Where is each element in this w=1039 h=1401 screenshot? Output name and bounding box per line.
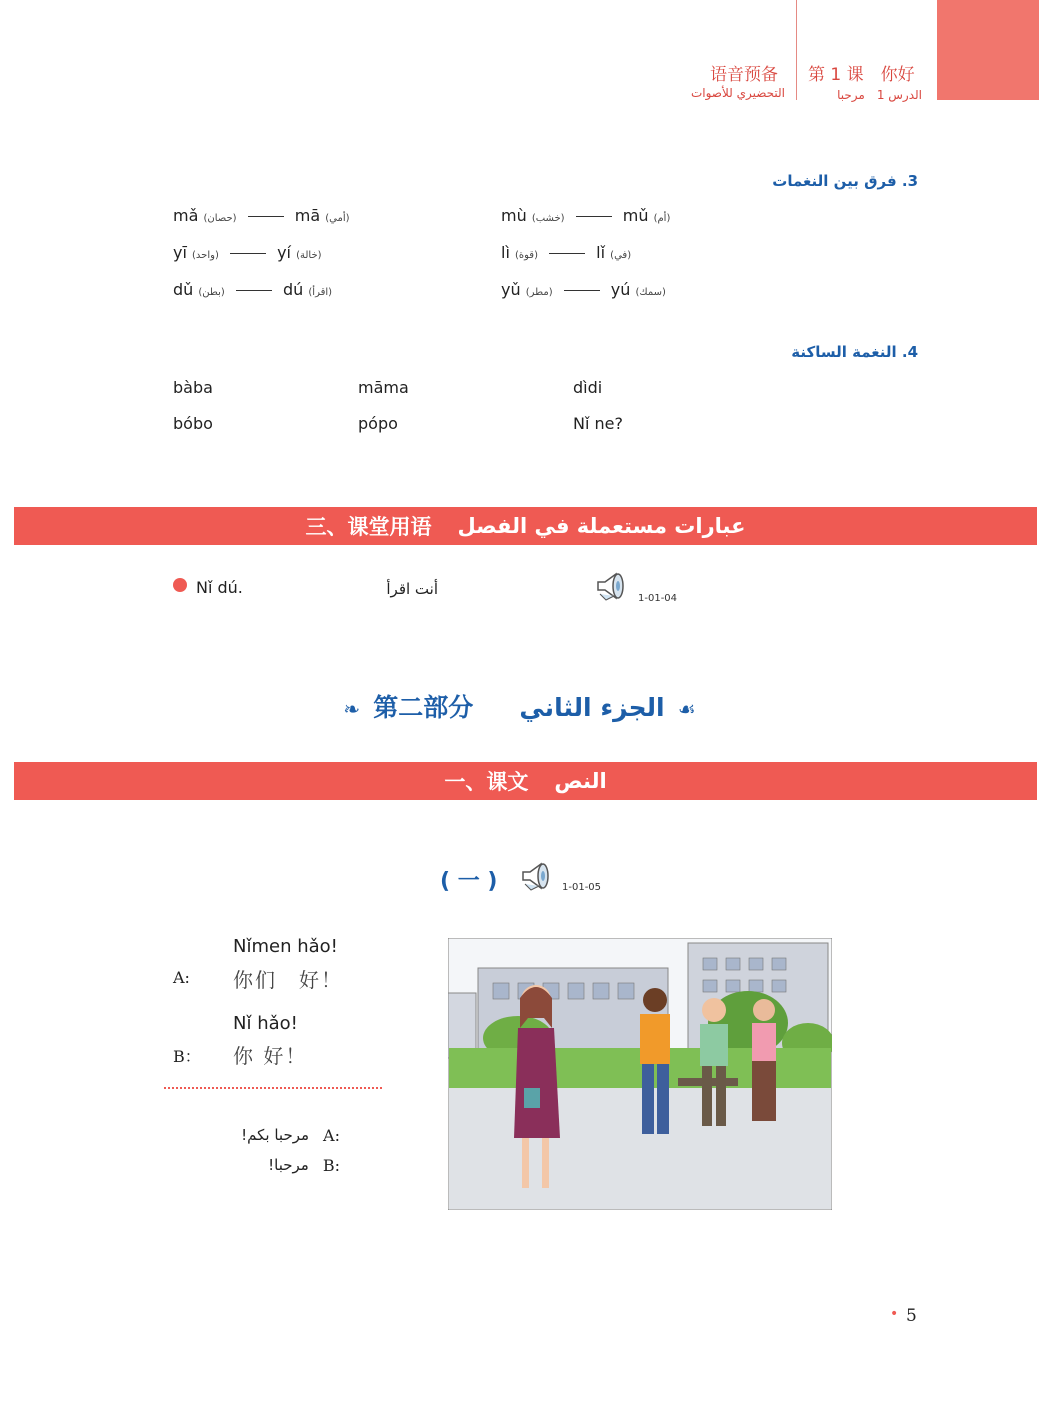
tone-word: lì [501,243,510,262]
translation-line [200,1120,340,1150]
dialog-pinyin: Nǐ hǎo! [233,1013,298,1034]
tone-gloss: (خشب) [531,213,565,224]
dialog-hanzi: 你们 好！ [233,968,343,992]
neutral-word: Nǐ ne? [573,414,623,433]
translation-speaker: A: [323,1125,340,1145]
tone-pairs-right [501,206,670,317]
tone-gloss: (حصان) [203,213,237,224]
dash-separator [248,216,284,217]
header-lesson-ar: الدرس 1 مرحبا [837,88,922,102]
tone-gloss: (أمي) [325,213,350,224]
header-corner-block [937,0,1039,100]
neutral-word: māma [358,378,409,397]
tone-gloss: (اقرأ) [308,287,333,298]
speaker-icon[interactable] [519,860,553,892]
header-chapter-ar: التحضيري للأصوات [690,86,785,100]
dotted-divider [164,1087,382,1089]
dialog-hanzi: 你 好！ [233,1044,308,1068]
bullet-dot-icon [173,578,187,592]
dash-separator [549,253,585,254]
section3-title: 3. فرق بين النغمات [772,172,918,190]
tone-pair [173,243,350,280]
tone-gloss: (واحد) [192,250,219,261]
tone-word: mù [501,206,527,225]
tone-gloss: (قوة) [514,250,538,261]
bar-title-ar: عبارات مستعملة في الفصل [457,514,746,538]
tone-pair [501,280,670,317]
tone-gloss: (سمك) [635,287,666,298]
text-sub-label: ( 一 ) [440,869,498,894]
dash-separator [576,216,612,217]
tone-pair [173,206,350,243]
dialog-speaker: B： [173,1047,201,1066]
header-divider [796,0,797,100]
part2-heading [0,688,1039,724]
translation-block [200,1120,340,1180]
translation-speaker: B: [322,1155,340,1175]
tone-word: yǔ [501,280,521,299]
tone-pair [173,280,350,317]
tone-pair [501,243,670,280]
neutral-word: bàba [173,378,213,397]
tone-gloss: (أم) [653,213,671,224]
tone-word: mǎ [173,206,199,225]
page-number: 5 [906,1306,917,1326]
tone-word: mǔ [622,206,649,225]
tone-word: mā [294,206,321,225]
header-lesson-cn: 第 1 课 你好 [808,65,915,85]
section4-title: 4. النغمة الساكنة [791,343,918,361]
tone-word: yī [173,243,187,262]
bar-title-cn: 三、课堂用语 [305,515,432,539]
ornament-icon: ❧ [343,697,361,721]
dash-separator [564,290,600,291]
bar-title-ar: النص [554,769,607,793]
audio-code: 1-01-04 [638,593,678,604]
dialog-pinyin: Nǐmen hǎo! [233,936,338,957]
tone-gloss: (مطر) [525,287,553,298]
dialog-speaker: A: [173,968,190,987]
tone-word: lǐ [596,243,606,262]
tone-word: yí [277,243,291,262]
bar-title-cn: 一、课文 [444,770,529,794]
dash-separator [236,290,272,291]
header-chapter-cn: 语音预备 [710,65,778,85]
text-section-bar [14,762,1037,800]
bullet-dot-icon: • [890,1306,899,1322]
ornament-icon: ☙ [677,697,696,721]
tone-gloss: (بطن) [198,287,225,298]
illustration-campus-greeting [448,938,832,1210]
tone-word: yú [610,280,631,299]
tone-word: dǔ [173,280,194,299]
tone-gloss: (خالة) [296,250,322,261]
dash-separator [230,253,266,254]
classroom-phrase-ar: أنت اقرأ [386,580,438,598]
neutral-word: pópo [358,414,398,433]
translation-text: مرحبا بكم! [241,1126,310,1144]
classroom-expressions-bar [14,507,1037,545]
audio-code: 1-01-05 [562,882,602,893]
part2-title-cn: 第二部分 [373,693,474,722]
tone-pairs-left [173,206,350,317]
classroom-phrase: Nǐ dú. [196,578,243,597]
translation-text: مرحبا! [268,1156,309,1174]
tone-pair [501,206,670,243]
part2-title-ar: الجزء الثاني [519,693,665,722]
tone-word: dú [283,280,304,299]
neutral-word: dìdi [573,378,603,397]
tone-gloss: (في) [610,250,632,261]
translation-line [200,1150,340,1180]
speaker-icon[interactable] [594,570,628,602]
neutral-word: bóbo [173,414,213,433]
